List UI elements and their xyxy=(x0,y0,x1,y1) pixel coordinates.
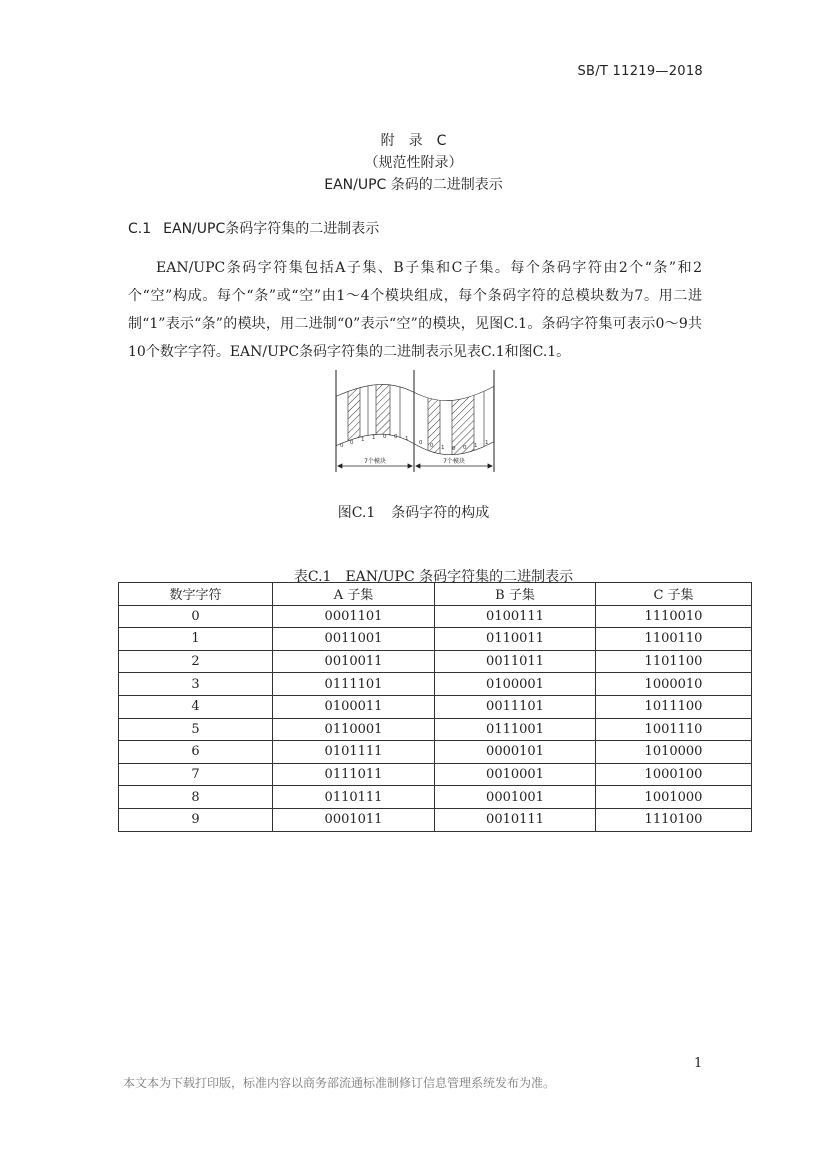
table-row xyxy=(119,718,752,741)
table-cell: 0011101 xyxy=(435,695,596,718)
bit-label: 1 xyxy=(405,436,409,442)
table-row xyxy=(119,605,752,628)
table-cell: 0100011 xyxy=(273,695,435,718)
bit-label: 1 xyxy=(485,440,489,446)
column-header-c: C 子集 xyxy=(596,583,752,606)
table-row xyxy=(119,808,752,831)
table-cell: 0001001 xyxy=(435,786,596,809)
table-cell: 0010011 xyxy=(273,650,435,673)
table-row xyxy=(119,786,752,809)
appendix-title: EAN/UPC 条码的二进制表示 xyxy=(324,177,503,193)
appendix-heading xyxy=(0,130,827,196)
table-row xyxy=(119,763,752,786)
footer-note: 本文本为下载打印版，标准内容以商务部流通标准制修订信息管理系统发布为准。 xyxy=(123,1076,556,1090)
table-row xyxy=(119,741,752,764)
bit-label: 0 xyxy=(394,434,398,440)
bar-2 xyxy=(376,368,390,488)
appendix-note: （规范性附录） xyxy=(364,155,463,171)
table-cell: 1100110 xyxy=(596,628,752,651)
table-cell: 0111011 xyxy=(273,763,435,786)
bar-4 xyxy=(452,368,474,488)
table-cell: 1110010 xyxy=(596,605,752,628)
table-cell: 8 xyxy=(119,786,273,809)
figure-title: 条码字符的构成 xyxy=(391,505,490,521)
table-cell: 1001000 xyxy=(596,786,752,809)
table-cell: 4 xyxy=(119,695,273,718)
module-label-right: 7个模块 xyxy=(443,458,465,465)
table-cell: 5 xyxy=(119,718,273,741)
table-cell: 1010000 xyxy=(596,741,752,764)
table-cell: 1000010 xyxy=(596,673,752,696)
column-header-b: B 子集 xyxy=(435,583,596,606)
table-cell: 0110001 xyxy=(273,718,435,741)
module-label-left: 7个模块 xyxy=(364,458,386,465)
table-row xyxy=(119,628,752,651)
table-cell: 0111001 xyxy=(435,718,596,741)
bit-label: 1 xyxy=(361,437,365,443)
column-header-digit: 数字字符 xyxy=(119,583,273,606)
appendix-label: 附 录 C xyxy=(380,133,447,149)
bar-1 xyxy=(348,368,360,488)
column-header-a: A 子集 xyxy=(273,583,435,606)
table-cell: 2 xyxy=(119,650,273,673)
table-cell: 1110100 xyxy=(596,808,752,831)
table-cell: 0001101 xyxy=(273,605,435,628)
table-row xyxy=(119,650,752,673)
table-cell: 0001011 xyxy=(273,808,435,831)
bit-label: 0 xyxy=(463,445,467,451)
barcode-diagram xyxy=(328,368,500,488)
body-paragraph: EAN/UPC条码字符集包括A子集、B子集和C子集。每个条码字符由2个“条”和2个“空”构成。每个“条”或“空”由1～4个模块组成，每个条码字符的总模块数为7。用二进制“1”表示“条”的模块，用二进制“0”表示“空”的模块，见图C.1。条码字符集可表示0～9共10个数字字符。EAN/UPC条码字符集的二进制表示见表C.1和图C.1。 xyxy=(128,260,702,360)
table-cell: 0111101 xyxy=(273,673,435,696)
table-cell: 9 xyxy=(119,808,273,831)
table-cell: 0101111 xyxy=(273,741,435,764)
figure-number: 图C.1 xyxy=(337,505,376,521)
binary-table xyxy=(118,582,752,832)
table-cell: 0 xyxy=(119,605,273,628)
table-cell: 6 xyxy=(119,741,273,764)
figure-caption xyxy=(0,502,827,522)
bit-label: 0 xyxy=(340,443,344,449)
section-number: C.1 xyxy=(128,221,152,237)
table-row xyxy=(119,695,752,718)
table-cell: 0110111 xyxy=(273,786,435,809)
bit-label: 0 xyxy=(383,434,387,440)
table-cell: 1011100 xyxy=(596,695,752,718)
page-number: 1 xyxy=(694,1056,703,1071)
table-cell: 1001110 xyxy=(596,718,752,741)
table-cell: 0100111 xyxy=(435,605,596,628)
table-cell: 0110011 xyxy=(435,628,596,651)
body-text xyxy=(128,254,702,366)
bit-label: 1 xyxy=(441,445,445,451)
document-code: SB/T 11219—2018 xyxy=(577,64,703,79)
table-cell: 3 xyxy=(119,673,273,696)
table-cell: 1000100 xyxy=(596,763,752,786)
table-cell: 0100001 xyxy=(435,673,596,696)
table-cell: 1 xyxy=(119,628,273,651)
section-title: EAN/UPC条码字符集的二进制表示 xyxy=(163,221,380,237)
table-header-row xyxy=(119,583,752,606)
table-cell: 0000101 xyxy=(435,741,596,764)
bit-label: 0 xyxy=(430,443,434,449)
bit-label: 1 xyxy=(474,443,478,449)
bit-label: 0 xyxy=(350,440,354,446)
table-number: 表C.1 xyxy=(293,569,332,585)
section-heading xyxy=(128,218,379,238)
table-cell: 0010111 xyxy=(435,808,596,831)
bar-3 xyxy=(428,368,440,488)
barcode-figure xyxy=(328,368,500,488)
table-cell: 0010001 xyxy=(435,763,596,786)
table-cell: 1101100 xyxy=(596,650,752,673)
table-title: EAN/UPC 条码字符集的二进制表示 xyxy=(345,569,574,585)
table-cell: 0011011 xyxy=(435,650,596,673)
table-cell: 0011001 xyxy=(273,628,435,651)
table-cell: 7 xyxy=(119,763,273,786)
bit-label: 0 xyxy=(419,440,423,446)
table-row xyxy=(119,673,752,696)
bit-label: 0 xyxy=(452,446,456,452)
bit-label: 1 xyxy=(372,435,376,441)
